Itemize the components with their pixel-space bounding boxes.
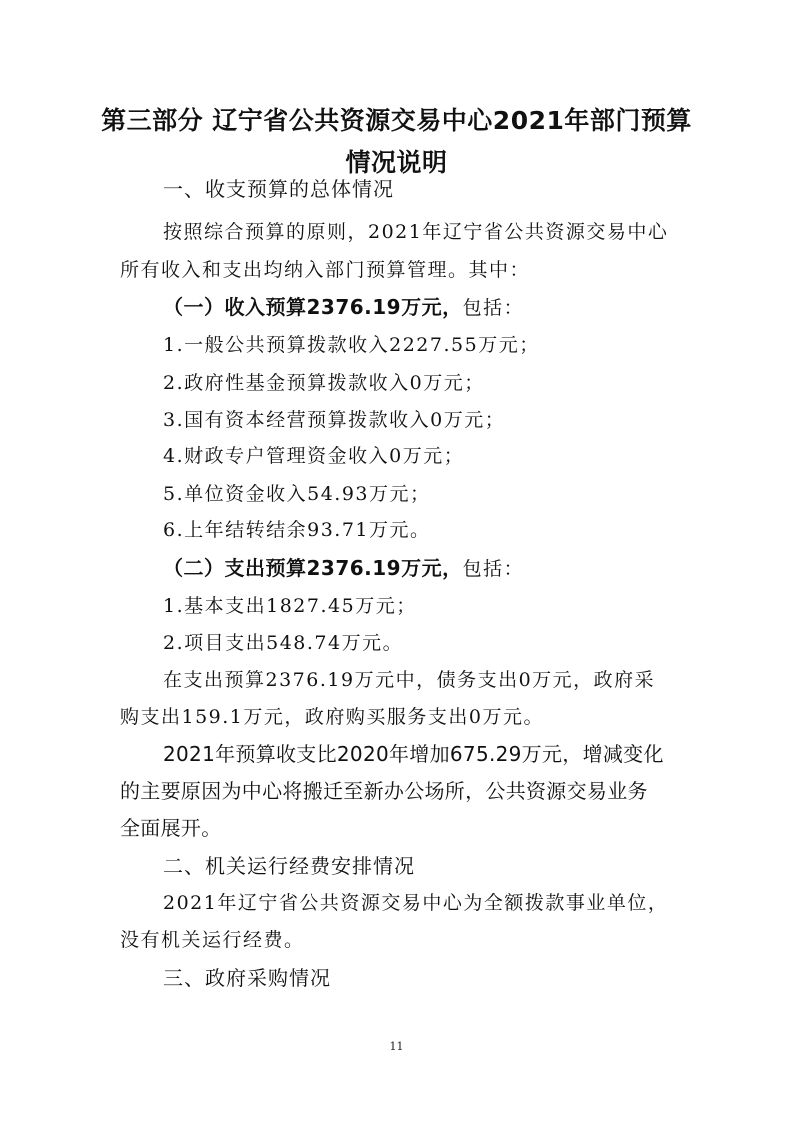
income-item-2: 2.政府性基金预算拨款收入0万元；: [163, 372, 485, 394]
income-heading-bold: （一）收入预算2376.19万元，: [163, 295, 463, 319]
section2-line2: 没有机关运行经费。: [120, 929, 305, 951]
section1-heading: 一、收支预算的总体情况: [163, 177, 394, 201]
income-item-5: 5.单位资金收入54.93万元；: [163, 483, 431, 505]
section2-line1: 2021年辽宁省公共资源交易中心为全额拨款事业单位，: [163, 892, 669, 914]
income-heading: [163, 294, 524, 321]
expense-note-line2: 购支出159.1万元，政府购买服务支出0万元。: [120, 706, 544, 728]
income-item-3: 3.国有资本经营预算拨款收入0万元；: [163, 409, 506, 431]
expense-note-line1: 在支出预算2376.19万元中，债务支出0万元，政府采: [163, 669, 656, 691]
income-item-1: 1.一般公共预算拨款收入2227.55万元；: [163, 334, 540, 356]
intro-line2: 所有收入和支出均纳入部门预算管理。其中：: [120, 259, 531, 281]
expense-item-1: 1.基本支出1827.45万元；: [163, 595, 417, 617]
income-item-4: 4.财政专户管理资金收入0万元；: [163, 445, 465, 467]
change-line1: 2021年预算收支比2020年增加675.29万元，增减变化: [163, 742, 664, 766]
income-item-6: 6.上年结转结余93.71万元。: [163, 519, 431, 541]
change-line2: 的主要原因为中心将搬迁至新办公场所，公共资源交易业务: [120, 779, 648, 803]
intro-line1: 按照综合预算的原则，2021年辽宁省公共资源交易中心: [163, 221, 669, 243]
expense-heading-tail: 包括：: [462, 558, 525, 580]
section2-heading: 二、机关运行经费安排情况: [163, 854, 415, 878]
section3-heading: 三、政府采购情况: [163, 966, 331, 990]
income-heading-tail: 包括：: [462, 297, 525, 319]
expense-heading-bold: （二）支出预算2376.19万元，: [163, 556, 463, 580]
page-title-line1: 第三部分 辽宁省公共资源交易中心2021年部门预算: [101, 106, 692, 135]
change-line3: 全面展开。: [120, 816, 222, 840]
expense-item-2: 2.项目支出548.74万元。: [163, 632, 404, 654]
expense-heading: [163, 555, 524, 582]
page-number: 11: [389, 1040, 404, 1053]
page-title-line2: 情况说明: [345, 148, 448, 177]
